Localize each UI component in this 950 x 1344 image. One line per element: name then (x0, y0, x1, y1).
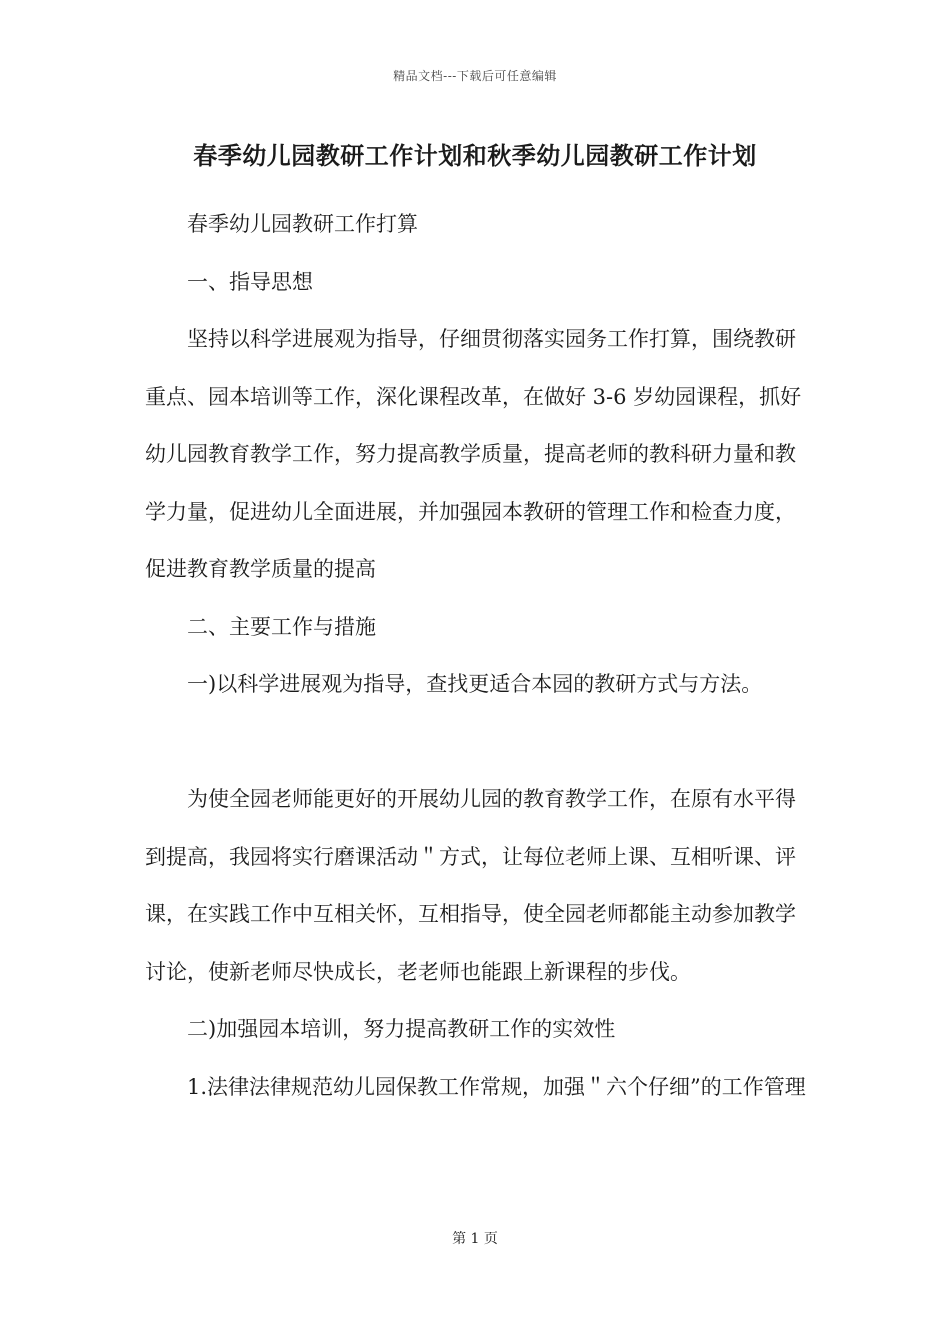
item-1-paragraph: 为使全园老师能更好的开展幼儿园的教育教学工作，在原有水平得到提高，我园将实行磨课活动＂方式，让每位老师上课、互相听课、评课，在实践工作中互相关怀，互相指导，使全园老师都能主动参加教学讨论，使新老师尽快成长，老老师也能跟上新课程的步伐。 (145, 787, 796, 984)
section-1-paragraph: 坚持以科学进展观为指导，仔细贯彻落实园务工作打算，围绕教研重点、园本培训等工作，深化课程改革，在做好 3-6 岁幼园课程，抓好幼儿园教育教学工作，努力提高教学质量，提高老师的教科研力量和教学力量，促进幼儿全面进展，并加强园本教研的管理工作和检查力度，促进教育教学质量的提高 (145, 327, 802, 581)
section-1-heading: 一、指导思想 (187, 269, 313, 294)
item-1-heading: 一)以科学进展观为指导，查找更适合本园的教研方式与方法。 (187, 672, 763, 696)
item-2-heading: 二)加强园本培训，努力提高教研工作的实效性 (187, 1017, 616, 1041)
document-title: 春季幼儿园教研工作计划和秋季幼儿园教研工作计划 (193, 141, 757, 170)
subtitle: 春季幼儿园教研工作打算 (187, 212, 418, 236)
section-2-heading: 二、主要工作与措施 (187, 614, 376, 639)
blank-line (145, 714, 810, 772)
document-body (145, 196, 810, 1116)
page-number: 第 1 页 (452, 1231, 498, 1247)
item-2-sub-1: 1.法律法律规范幼儿园保教工作常规，加强＂六个仔细”的工作管理 (187, 1074, 806, 1099)
header-note: 精品文档---下载后可任意编辑 (393, 69, 557, 83)
